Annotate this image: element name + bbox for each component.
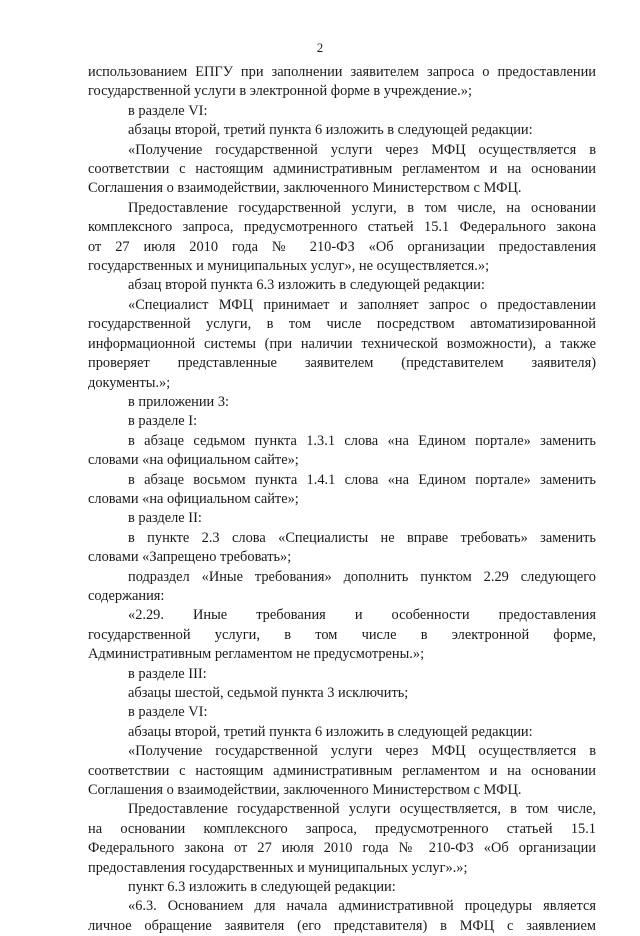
- text-line: Предоставление государственной услуги осуществляется, в том числе,: [128, 801, 596, 818]
- text-line: «Специалист МФЦ принимает и заполняет запрос о предоставлении: [128, 296, 596, 313]
- text-line: личное обращение заявителя (его представителя) в МФЦ с заявлением: [88, 917, 596, 934]
- text-line: в разделе II:: [128, 510, 202, 527]
- text-line: государственной услуги, в том числе посредством автоматизированной: [88, 316, 596, 333]
- text-line: соответствии с настоящим административным регламентом и на основании: [88, 762, 596, 779]
- text-line: абзацы второй, третий пункта 6 изложить в следующей редакции:: [128, 723, 533, 740]
- text-line: подраздел «Иные требования» дополнить пунктом 2.29 следующего: [128, 568, 596, 585]
- text-line: соответствии с настоящим административным регламентом и на основании: [88, 161, 596, 178]
- text-line: проверяет представленные заявителем (представителем заявителя): [88, 355, 596, 372]
- text-line: словами «Запрещено требовать»;: [88, 549, 292, 566]
- page-number: 2: [316, 40, 324, 55]
- text-line: в абзаце восьмом пункта 1.4.1 слова «на Едином портале» заменить: [128, 471, 596, 488]
- text-line: от 27 июля 2010 года № 210-ФЗ «Об организации предоставления: [88, 238, 596, 255]
- text-line: Соглашения о взаимодействии, заключенного Министерством с МФЦ.: [88, 180, 522, 197]
- text-line: абзацы второй, третий пункта 6 изложить в следующей редакции:: [128, 122, 533, 139]
- text-line: словами «на официальном сайте»;: [88, 452, 299, 469]
- text-line: «Получение государственной услуги через МФЦ осуществляется в: [128, 743, 596, 760]
- text-line: на основании комплексного запроса, предусмотренного статьей 15.1: [88, 820, 596, 837]
- text-line: словами «на официальном сайте»;: [88, 490, 299, 507]
- document-body: [88, 63, 596, 936]
- text-line: Административным регламентом не предусмотрены.»;: [88, 646, 425, 663]
- text-line: в разделе VI:: [128, 704, 208, 721]
- text-line: в приложении 3:: [128, 393, 230, 410]
- text-line: государственной услуги, в том числе в электронной форме,: [88, 626, 596, 643]
- text-line: в пункте 2.3 слова «Специалисты не вправе требовать» заменить: [128, 529, 596, 546]
- text-line: Федерального закона от 27 июля 2010 года № 210-ФЗ «Об организации: [88, 840, 596, 857]
- text-line: в разделе I:: [128, 413, 198, 430]
- text-line: комплексного запроса, предусмотренного статьей 15.1 Федерального закона: [88, 219, 596, 236]
- text-line: абзац второй пункта 6.3 изложить в следующей редакции:: [128, 277, 485, 294]
- text-line: в разделе III:: [128, 665, 207, 682]
- text-line: абзацы шестой, седьмой пункта 3 исключить;: [128, 685, 409, 701]
- text-line: «6.3. Основанием для начала административной процедуры является: [128, 898, 596, 915]
- text-line: документы.»;: [88, 374, 171, 391]
- text-line: пункт 6.3 изложить в следующей редакции:: [128, 879, 396, 896]
- text-line: в разделе VI:: [128, 102, 208, 119]
- text-line: «Получение государственной услуги через МФЦ осуществляется в: [128, 141, 596, 158]
- text-line: в абзаце седьмом пункта 1.3.1 слова «на Едином портале» заменить: [128, 432, 596, 449]
- text-line: использованием ЕПГУ при заполнении заявителем запроса о предоставлении: [88, 64, 596, 80]
- text-line: государственных и муниципальных услуг», не осуществляется.»;: [88, 258, 490, 275]
- text-line: Соглашения о взаимодействии, заключенного Министерством с МФЦ.: [88, 782, 522, 799]
- text-line: информационной системы (при наличии технической возможности), а также: [88, 335, 596, 352]
- text-line: «2.29. Иные требования и особенности предоставления: [128, 607, 596, 624]
- text-line: Предоставление государственной услуги, в том числе, на основании: [128, 199, 596, 216]
- text-line: предоставления государственных и муниципальных услуг».»;: [88, 859, 468, 876]
- text-line: государственной услуги в электронной форме в учреждение.»;: [88, 83, 472, 100]
- text-line: содержания:: [88, 587, 165, 604]
